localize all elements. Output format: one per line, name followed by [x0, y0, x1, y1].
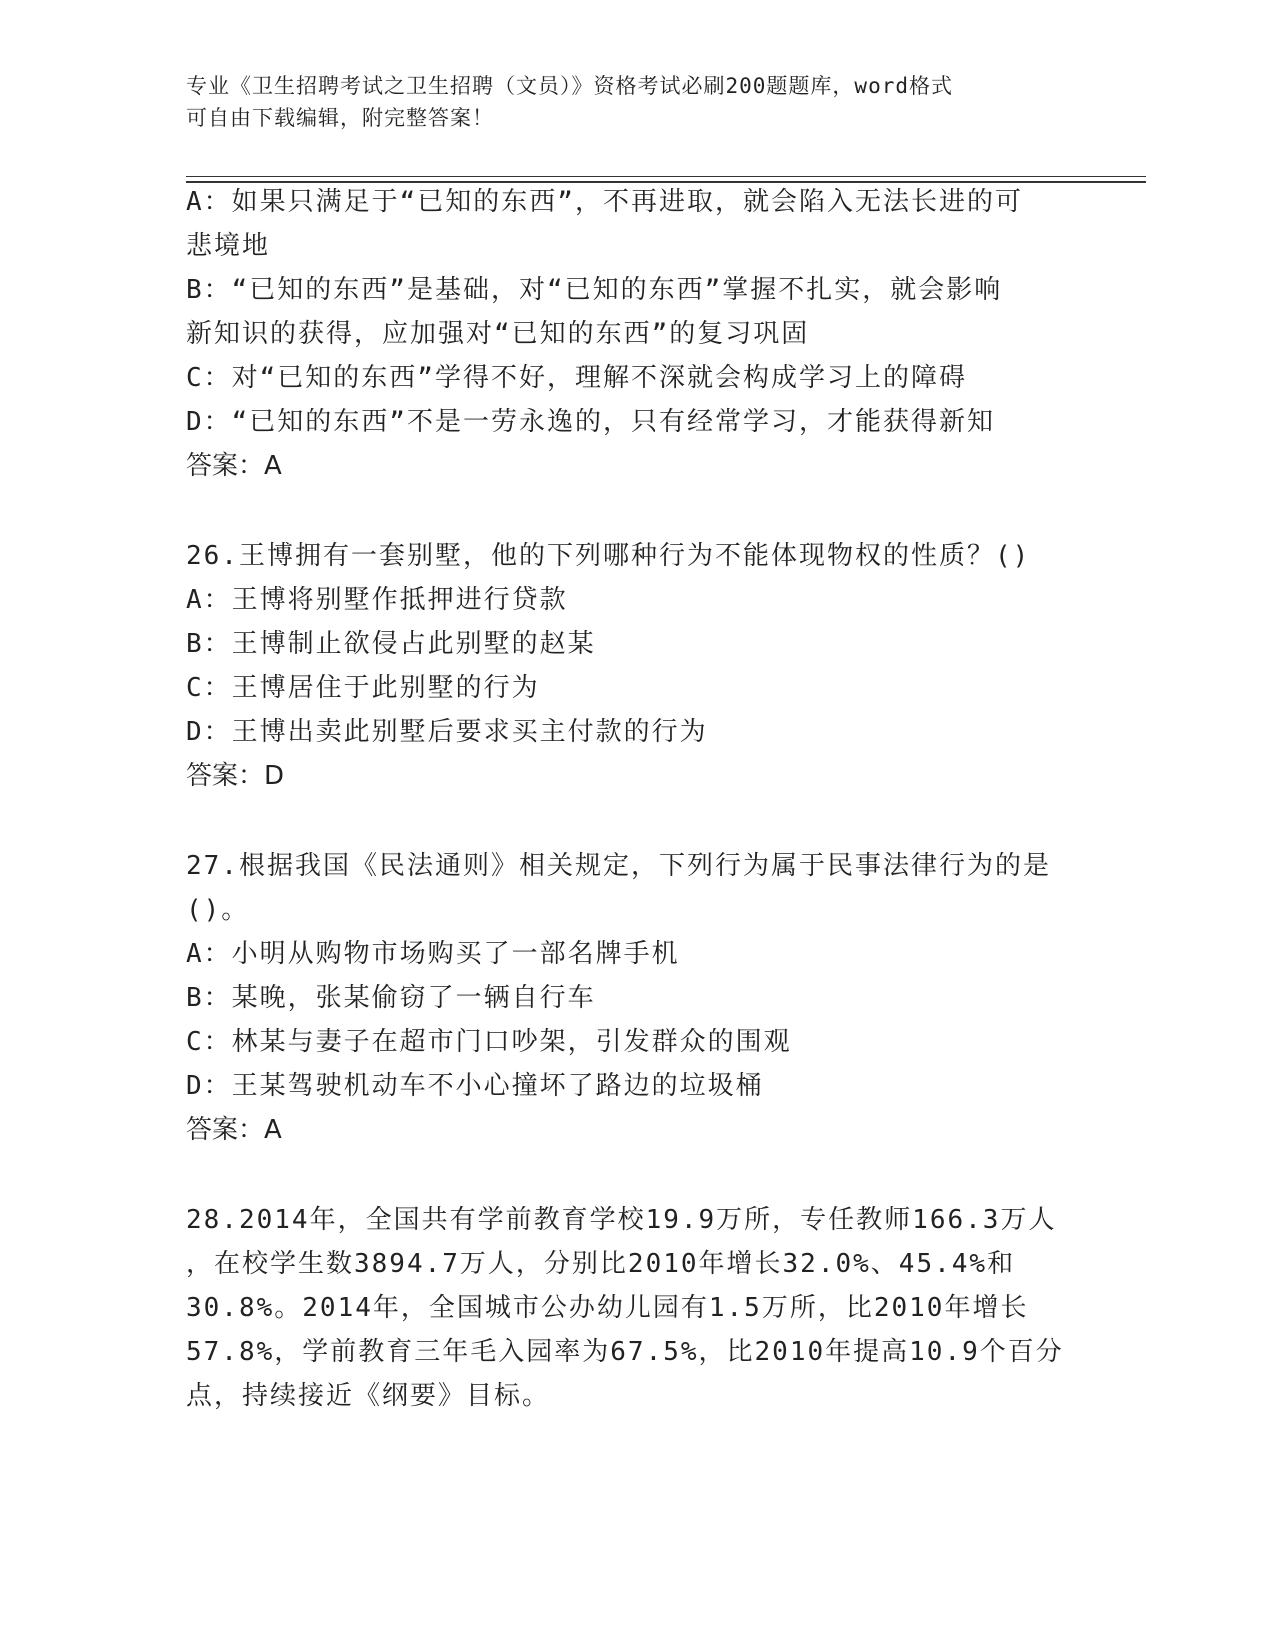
q28-line-1: 28.2014年，全国共有学前教育学校19.9万所，专任教师166.3万人 — [186, 1205, 1057, 1235]
q26-option-b: B：王博制止欲侵占此别墅的赵某 — [186, 629, 596, 659]
q26-option-c: C：王博居住于此别墅的行为 — [186, 673, 540, 703]
q26-answer: 答案：D — [186, 761, 285, 791]
q25-option-a-line-2: 悲境地 — [186, 231, 271, 261]
q25-option-b-line-2: 新知识的获得，应加强对“已知的东西”的复习巩固 — [186, 319, 810, 349]
q25-option-d: D：“已知的东西”不是一劳永逸的，只有经常学习，才能获得新知 — [186, 407, 995, 437]
document-header — [186, 70, 1066, 134]
q27-question-line-2: ()。 — [186, 895, 250, 925]
q27-question-line-1: 27.根据我国《民法通则》相关规定，下列行为属于民事法律行为的是 — [186, 851, 1051, 881]
header-title-line-1: 专业《卫生招聘考试之卫生招聘（文员）》资格考试必刷200题题库，word格式 — [186, 74, 953, 98]
q28-line-5: 点，持续接近《纲要》目标。 — [186, 1381, 551, 1411]
q27-option-b: B：某晚，张某偷窃了一辆自行车 — [186, 983, 596, 1013]
q25-option-c: C：对“已知的东西”学得不好，理解不深就会构成学习上的障碍 — [186, 363, 967, 393]
q26-option-a: A：王博将别墅作抵押进行贷款 — [186, 585, 568, 615]
header-divider-thin — [186, 176, 1146, 177]
q25-option-b-line-1: B：“已知的东西”是基础，对“已知的东西”掌握不扎实，就会影响 — [186, 275, 1003, 305]
q28-line-4: 57.8%，学前教育三年毛入园率为67.5%，比2010年提高10.9个百分 — [186, 1337, 1064, 1367]
q25-option-a-line-1: A：如果只满足于“已知的东西”，不再进取，就会陷入无法长进的可 — [186, 187, 1023, 217]
q26-question: 26.王博拥有一套别墅，他的下列哪种行为不能体现物权的性质？() — [186, 541, 1031, 571]
q26-option-d: D：王博出卖此别墅后要求买主付款的行为 — [186, 717, 708, 747]
q27-option-a: A：小明从购物市场购买了一部名牌手机 — [186, 939, 680, 969]
q27-option-d: D：王某驾驶机动车不小心撞坏了路边的垃圾桶 — [186, 1071, 764, 1101]
header-title-line-2: 可自由下载编辑，附完整答案！ — [186, 106, 494, 130]
q28-line-3: 30.8%。2014年，全国城市公办幼儿园有1.5万所，比2010年增长 — [186, 1293, 1029, 1323]
q25-answer: 答案：A — [186, 451, 282, 481]
header-divider-thick — [186, 181, 1146, 183]
q28-line-2: ，在校学生数3894.7万人，分别比2010年增长32.0%、45.4%和 — [186, 1249, 1016, 1279]
q27-option-c: C：林某与妻子在超市门口吵架，引发群众的围观 — [186, 1027, 792, 1057]
q27-answer: 答案：A — [186, 1115, 282, 1145]
